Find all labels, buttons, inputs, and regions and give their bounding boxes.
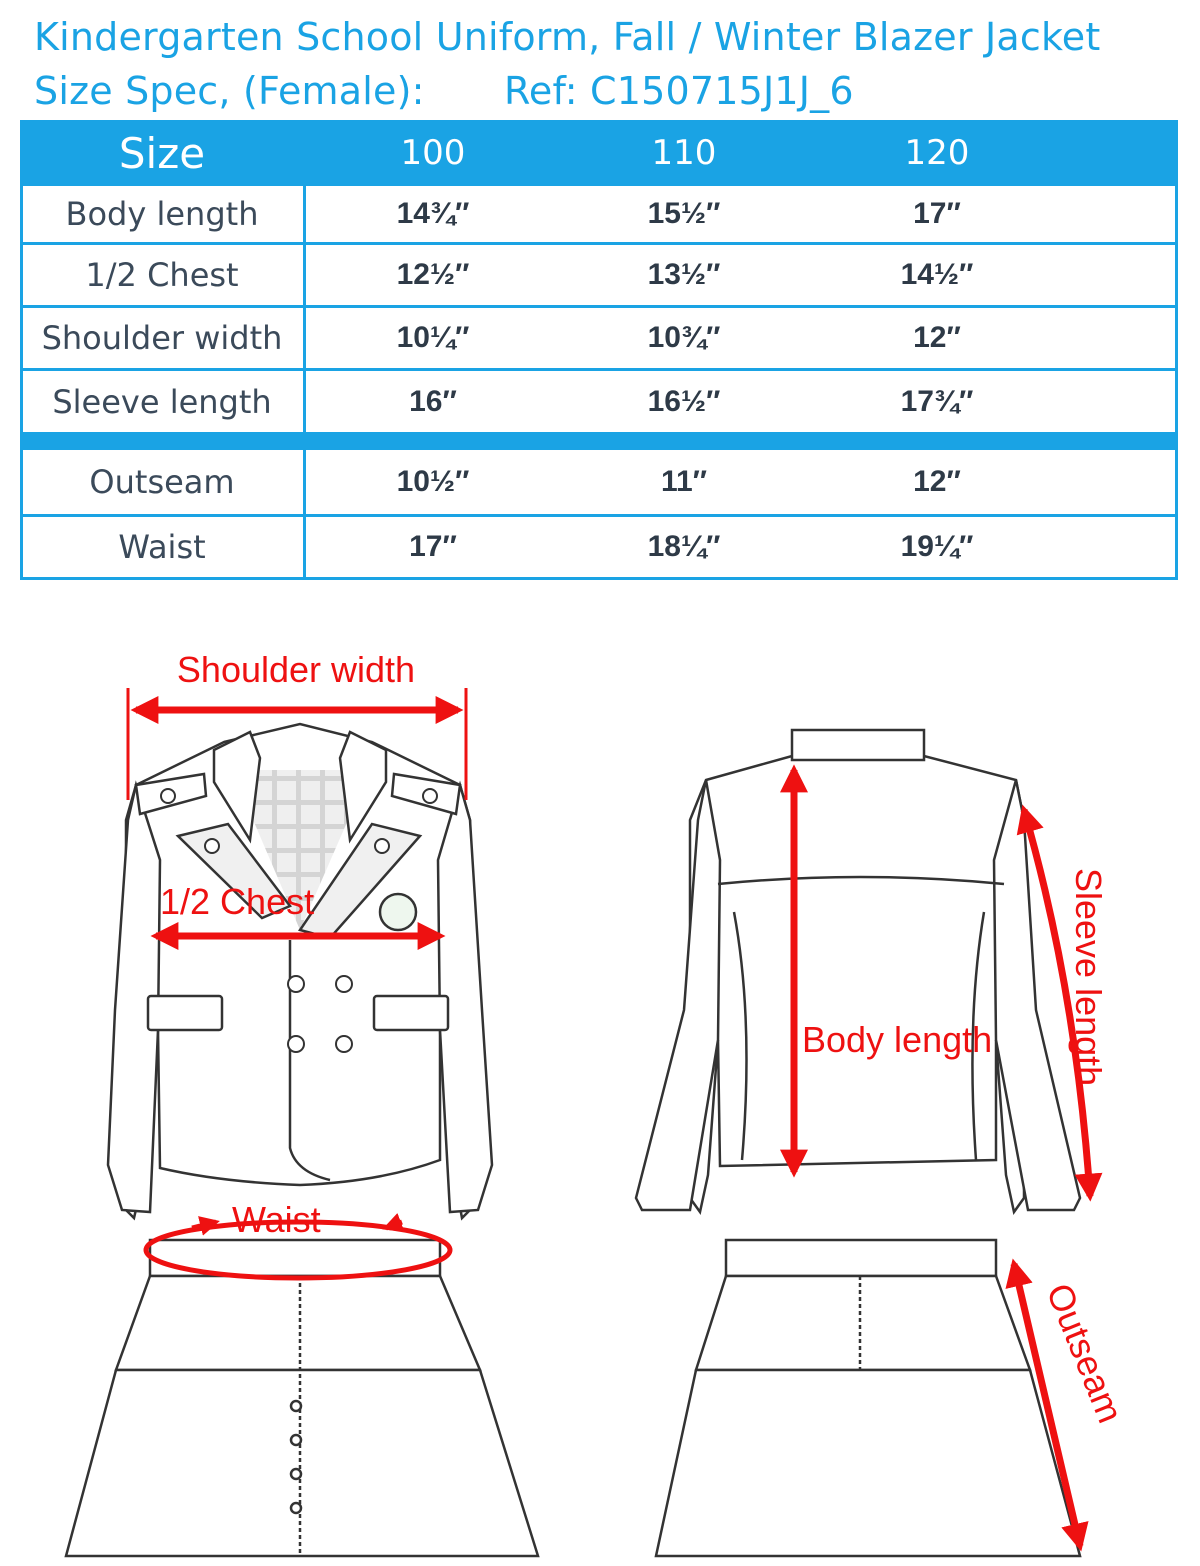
table-cell: 12″: [913, 321, 961, 354]
table-cell: 17″: [913, 197, 961, 230]
half-chest-label: 1/2 Chest: [160, 881, 315, 922]
table-row: [20, 186, 1178, 242]
table-row: [20, 450, 1178, 514]
body-length-label: Body length: [802, 1019, 993, 1060]
header-size-label: Size: [118, 128, 206, 178]
table-cell: 17¾″: [900, 384, 974, 418]
size-spec-table: [20, 120, 1178, 580]
reference-code: Ref: C150715J1J_6: [504, 69, 854, 113]
row-label: Sleeve length: [52, 382, 272, 421]
section-divider: [20, 432, 1178, 450]
table-row: [20, 517, 1178, 577]
table-row: [20, 245, 1178, 305]
table-cell: 13½″: [647, 258, 721, 291]
row-label: 1/2 Chest: [85, 256, 239, 294]
table-cell: 15½″: [647, 197, 721, 230]
spec-subtitle: [34, 69, 854, 113]
table-cell: 19¼″: [900, 530, 974, 563]
shoulder-width-label: Shoulder width: [176, 649, 416, 690]
table-cell: 10¼″: [396, 321, 470, 354]
table-cell: 14½″: [900, 258, 974, 291]
table-cell: 10¾″: [647, 321, 721, 354]
table-cell: 18¼″: [647, 530, 721, 563]
header-size-120: 120: [904, 133, 970, 173]
table-cell: 11″: [660, 465, 708, 498]
table-cell: 14¾″: [396, 197, 470, 230]
waist-label: Waist: [232, 1199, 321, 1240]
table-cell: 16½″: [647, 384, 721, 418]
table-header: [20, 120, 1178, 186]
header-size-110: 110: [651, 133, 717, 173]
table-row: [20, 371, 1178, 432]
row-label: Body length: [65, 195, 259, 233]
table-cell: 17″: [409, 530, 457, 563]
spec-label: Size Spec, (Female):: [34, 69, 425, 113]
skirt-front-illustration: [66, 1240, 538, 1556]
blazer-back-illustration: [636, 730, 1080, 1212]
header-size-100: 100: [400, 133, 466, 173]
page-title: Kindergarten School Uniform, Fall / Winter Blazer Jacket: [34, 15, 1101, 59]
table-cell: 12″: [913, 465, 961, 498]
table-cell: 12½″: [396, 258, 470, 291]
measurement-diagram: [0, 600, 1200, 1566]
row-label: Waist: [118, 528, 206, 566]
table-row: [20, 308, 1178, 368]
row-label: Outseam: [89, 463, 235, 501]
sleeve-length-label: Sleeve length: [1068, 868, 1109, 1087]
table-cell: 10½″: [396, 465, 470, 498]
table-cell: 16″: [409, 384, 457, 418]
row-label: Shoulder width: [41, 319, 283, 357]
outseam-label: Outseam: [1038, 1277, 1132, 1429]
